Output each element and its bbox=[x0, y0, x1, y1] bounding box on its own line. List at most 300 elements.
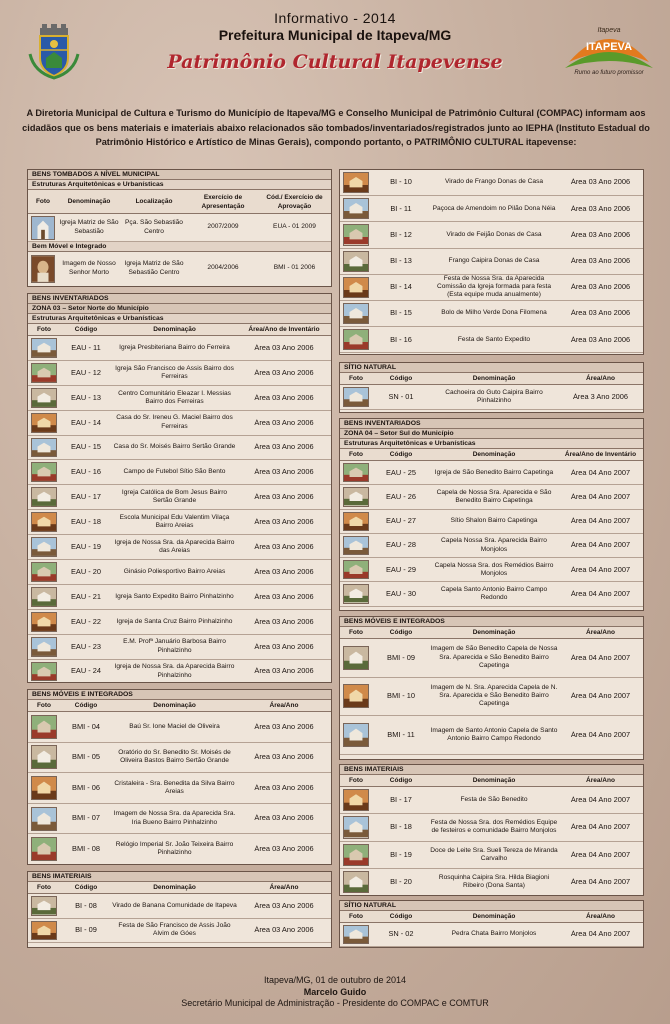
zona-title: ZONA 03 – Setor Norte do Município bbox=[28, 304, 331, 314]
rows bbox=[340, 385, 643, 410]
area: Área 03 Ano 2006 bbox=[254, 468, 314, 477]
denominacao: Festa de Nossa Sra. da Aparecida Comissão da Igreja formada para festa (Esta equipe muda anualmente) bbox=[437, 275, 551, 299]
rows bbox=[28, 894, 331, 943]
subsection-title: Bem Móvel e Integrado bbox=[28, 242, 331, 252]
photo bbox=[340, 844, 372, 866]
photo bbox=[28, 462, 60, 482]
exercicio: 2007/2009 bbox=[207, 223, 239, 231]
col-denominacao: Denominação bbox=[153, 884, 196, 891]
photo bbox=[340, 487, 372, 506]
codigo: EAU - 14 bbox=[71, 418, 101, 427]
aprovacao: EUA - 01 2009 bbox=[273, 223, 316, 231]
col-codigo: Código bbox=[74, 702, 98, 709]
photo bbox=[28, 612, 60, 632]
col-foto: Foto bbox=[36, 702, 52, 709]
photo bbox=[28, 388, 60, 408]
section-title: BENS MÓVEIS E INTEGRADOS bbox=[28, 690, 331, 700]
photo bbox=[340, 224, 372, 245]
denominacao: Centro Comunitário Eleazar I. Messias Bairro dos Ferreiras bbox=[118, 389, 231, 405]
codigo: SN - 01 bbox=[388, 392, 414, 401]
codigo: EAU - 23 bbox=[71, 642, 101, 651]
codigo: BI - 09 bbox=[75, 926, 97, 935]
photo bbox=[340, 329, 372, 350]
col-codigo: Código bbox=[389, 629, 413, 636]
table-row bbox=[340, 485, 643, 509]
table-row bbox=[28, 773, 331, 804]
photo bbox=[28, 537, 60, 557]
codigo: EAU - 25 bbox=[386, 468, 416, 477]
section-sitio-natural-01 bbox=[339, 362, 644, 413]
codigo: BI - 20 bbox=[390, 877, 412, 886]
denominacao: Ginásio Poliesportivo Bairro Areias bbox=[123, 567, 226, 575]
area: Área 03 Ano 2006 bbox=[254, 368, 314, 377]
area: Área 03 Ano 2006 bbox=[570, 257, 631, 266]
col-foto: Foto bbox=[348, 629, 364, 636]
area: Área 3 Ano 2006 bbox=[572, 392, 629, 401]
denominacao: Capela Nossa Sra. dos Remédios Bairro Monjolos bbox=[434, 561, 554, 577]
exercicio: 2004/2006 bbox=[207, 264, 239, 272]
denominacao: Imagem de Nosso Senhor Morto bbox=[62, 260, 116, 276]
denominacao: Cristaleira - Sra. Benedita da Silva Bairro Areias bbox=[114, 779, 235, 795]
area: Área 03 Ano 2006 bbox=[254, 642, 314, 651]
photo bbox=[340, 198, 372, 219]
col-denominacao: Denominação bbox=[153, 702, 196, 709]
area: Área 04 Ano 2007 bbox=[570, 850, 631, 859]
table-row bbox=[340, 639, 643, 678]
photo bbox=[340, 584, 372, 603]
area: Área 03 Ano 2006 bbox=[254, 443, 314, 452]
table-row bbox=[340, 716, 643, 755]
col-area: Área/Ano de Inventário bbox=[564, 451, 637, 458]
section-bmi-zona03 bbox=[27, 689, 332, 865]
codigo: BI - 16 bbox=[390, 335, 412, 344]
section-title: BENS TOMBADOS A NÍVEL MUNICIPAL bbox=[28, 170, 331, 180]
denominacao: Imagem de São Benedito Capela de Nossa Sra. Aparecida e São Benedito Bairro Capetinga bbox=[430, 645, 558, 669]
denominacao: Igreja São Francisco de Assis Bairro dos Ferreiras bbox=[115, 364, 234, 380]
denominacao: Festa de Nossa Sra. dos Remédios Equipe de festeiros e comunidade Bairro Monjolos bbox=[430, 819, 558, 835]
codigo: BMI - 09 bbox=[387, 653, 415, 662]
table-row bbox=[340, 582, 643, 606]
table-row bbox=[340, 327, 643, 353]
area: Área 04 Ano 2007 bbox=[570, 565, 631, 574]
codigo: EAU - 11 bbox=[71, 343, 101, 352]
table-row bbox=[28, 411, 331, 436]
photo bbox=[340, 387, 372, 407]
col-codigo: Código bbox=[389, 375, 413, 382]
photo bbox=[340, 684, 372, 708]
subsection-title: Estruturas Arquitetônicas e Urbanísticas bbox=[28, 314, 331, 324]
header-line1: Informativo - 2014 bbox=[274, 10, 396, 26]
photo bbox=[28, 216, 58, 240]
area: Área 04 Ano 2007 bbox=[570, 692, 631, 701]
table-row bbox=[28, 660, 331, 683]
photo bbox=[340, 303, 372, 324]
denominacao: Virado de Banana Comunidade de Itapeva bbox=[112, 901, 237, 909]
codigo: BI - 17 bbox=[390, 796, 412, 805]
rows bbox=[28, 336, 331, 683]
table-row bbox=[28, 610, 331, 635]
table-row bbox=[340, 249, 643, 275]
col-area: Área/Ano bbox=[269, 702, 299, 709]
table-row bbox=[28, 743, 331, 774]
denominacao: Igreja Presbiteriana Bairro do Ferreira bbox=[119, 343, 230, 351]
col-foto: Foto bbox=[36, 884, 52, 891]
section-inventariados-zona03 bbox=[27, 293, 332, 683]
table-row bbox=[340, 534, 643, 558]
col-aprovacao: Cód./ Exercício de Aprovação bbox=[266, 193, 323, 210]
photo bbox=[28, 745, 60, 769]
photo bbox=[340, 789, 372, 811]
denominacao: Campo de Futebol Sítio São Bento bbox=[123, 468, 226, 476]
col-denominacao: Denominação bbox=[153, 326, 196, 333]
rows bbox=[28, 712, 331, 865]
codigo: BMI - 06 bbox=[72, 783, 100, 792]
municipal-crest-icon bbox=[26, 24, 82, 80]
col-foto: Foto bbox=[348, 375, 364, 382]
area: Área 03 Ano 2006 bbox=[254, 617, 314, 626]
codigo: EAU - 27 bbox=[386, 517, 416, 526]
denominacao: Igreja de São Benedito Bairro Capetinga bbox=[434, 468, 554, 476]
logo-slogan: Rumo ao futuro promissor bbox=[574, 70, 644, 76]
codigo: BI - 11 bbox=[390, 204, 412, 213]
area: Área 04 Ano 2007 bbox=[570, 730, 631, 739]
header-line2: Prefeitura Municipal de Itapeva/MG bbox=[218, 27, 452, 43]
denominacao: Virado de Frango Donas de Casa bbox=[444, 178, 544, 186]
col-codigo: Código bbox=[389, 777, 413, 784]
footer-role: Secretário Municipal de Administração - Presidente do COMPAC e COMTUR bbox=[181, 998, 489, 1008]
area: Área 03 Ano 2006 bbox=[570, 283, 631, 292]
denominacao: Sítio Shalon Bairro Capetinga bbox=[450, 517, 538, 525]
codigo: EAU - 24 bbox=[71, 667, 101, 676]
photo bbox=[340, 925, 372, 944]
photo bbox=[28, 487, 60, 507]
area: Área 04 Ano 2007 bbox=[570, 468, 631, 477]
table-row bbox=[28, 585, 331, 610]
denominacao: Imagem de N. Sra. Aparecida Capela de N. Sra. Aparecida e São Benedito Bairro Capetinga bbox=[430, 683, 558, 708]
denominacao: Igreja de Nossa Sra. da Aparecida Bairro Pinhalzinho bbox=[114, 663, 235, 679]
codigo: EAU - 26 bbox=[386, 492, 416, 501]
col-exercicio: Exercício de Apresentação bbox=[201, 193, 245, 210]
denominacao: Capela Nossa Sra. Aparecida Bairro Monjolos bbox=[441, 537, 547, 553]
footer-name: Marcelo Guido bbox=[303, 986, 367, 997]
area: Área 04 Ano 2007 bbox=[570, 517, 631, 526]
table-row bbox=[28, 834, 331, 865]
section-title: BENS IMATERIAIS bbox=[340, 765, 643, 775]
photo bbox=[340, 816, 372, 838]
area: Área 03 Ano 2006 bbox=[254, 567, 314, 576]
area: Área 03 Ano 2006 bbox=[254, 592, 314, 601]
localizacao: Igreja Matriz de São Sebastião Centro bbox=[124, 260, 184, 276]
rows bbox=[340, 461, 643, 607]
photo bbox=[28, 512, 60, 532]
photo bbox=[28, 807, 60, 831]
col-codigo: Código bbox=[74, 326, 98, 333]
area: Área 03 Ano 2006 bbox=[254, 783, 314, 792]
footer-date: Itapeva/MG, 01 de outubro de 2014 bbox=[263, 975, 407, 985]
denominacao: Festa de São Benedito bbox=[460, 796, 528, 804]
area: Área 04 Ano 2007 bbox=[570, 541, 631, 550]
denominacao: Imagem de Santo Antonio Capela de Santo Antonio Bairro Campo Redondo bbox=[430, 726, 558, 742]
col-denominacao: Denominação bbox=[472, 451, 516, 458]
codigo: BMI - 10 bbox=[387, 692, 415, 701]
section-bi-zona03 bbox=[27, 871, 332, 948]
photo bbox=[340, 512, 372, 531]
photo bbox=[28, 363, 60, 383]
table-header bbox=[340, 775, 643, 787]
photo bbox=[340, 723, 372, 747]
table-header bbox=[340, 911, 643, 923]
denominacao: Igreja Santo Expedito Bairro Pinhalzinho bbox=[115, 592, 234, 600]
photo bbox=[28, 921, 60, 941]
col-codigo: Código bbox=[389, 451, 413, 458]
codigo: SN - 02 bbox=[388, 930, 414, 939]
col-area: Área/Ano bbox=[586, 913, 615, 920]
codigo: EAU - 28 bbox=[386, 541, 416, 550]
table-row bbox=[340, 558, 643, 582]
area: Área 03 Ano 2006 bbox=[254, 343, 314, 352]
area: Área 03 Ano 2006 bbox=[570, 178, 631, 187]
rows bbox=[340, 923, 643, 947]
col-denominacao: Denominação bbox=[472, 375, 516, 382]
denominacao: Pedra Chata Bairro Monjolos bbox=[451, 930, 537, 938]
area: Área 03 Ano 2006 bbox=[254, 667, 314, 676]
section-sitio-natural-02 bbox=[339, 900, 644, 948]
col-codigo: Código bbox=[74, 884, 98, 891]
table-header bbox=[28, 700, 331, 712]
table-row bbox=[340, 275, 643, 301]
table-row bbox=[28, 436, 331, 461]
denominacao: Oratório do Sr. Benedito Sr. Moisés de Oliveira Bastos Bairro Sertão Grande bbox=[118, 749, 231, 765]
denominacao: Igreja de Santa Cruz Bairro Pinhalzinho bbox=[116, 617, 233, 625]
table-row bbox=[28, 804, 331, 835]
denominacao: Escola Municipal Edu Valentim Vilaça Bairro Areias bbox=[119, 513, 230, 530]
rows bbox=[340, 787, 643, 896]
photo bbox=[28, 776, 60, 800]
table-row bbox=[340, 787, 643, 814]
aprovacao: BMI - 01 2006 bbox=[273, 264, 316, 272]
codigo: BMI - 11 bbox=[387, 730, 415, 739]
table-row bbox=[28, 894, 331, 919]
photo bbox=[340, 560, 372, 579]
codigo: BI - 10 bbox=[390, 178, 412, 187]
table-row bbox=[340, 170, 643, 196]
table-header bbox=[28, 190, 331, 214]
denominacao: Relógio Imperial Sr. João Teixeira Bairro Pinhalzinho bbox=[115, 840, 234, 857]
table-row bbox=[340, 196, 643, 222]
codigo: EAU - 30 bbox=[386, 590, 416, 599]
area: Área 04 Ano 2007 bbox=[570, 492, 631, 501]
table-header bbox=[28, 324, 331, 336]
codigo: EAU - 19 bbox=[71, 542, 101, 551]
codigo: EAU - 29 bbox=[386, 565, 416, 574]
photo bbox=[340, 871, 372, 893]
col-codigo: Código bbox=[389, 913, 413, 920]
table-row bbox=[28, 386, 331, 411]
area: Área 03 Ano 2006 bbox=[254, 518, 314, 527]
denominacao: Festa de Santo Expedito bbox=[457, 335, 531, 343]
photo bbox=[28, 896, 60, 916]
photo bbox=[28, 438, 60, 458]
area: Área 03 Ano 2006 bbox=[570, 309, 631, 318]
codigo: EAU - 20 bbox=[71, 567, 101, 576]
codigo: EAU - 18 bbox=[71, 518, 101, 527]
denominacao: Virado de Feijão Donas de Casa bbox=[446, 230, 542, 238]
table-header bbox=[340, 627, 643, 639]
photo bbox=[28, 562, 60, 582]
page-title: Patrimônio Cultural Itapevense bbox=[167, 51, 503, 73]
photo bbox=[340, 251, 372, 272]
codigo: BI - 13 bbox=[390, 257, 412, 266]
col-foto: Foto bbox=[348, 777, 364, 784]
codigo: BI - 15 bbox=[390, 309, 412, 318]
logo-top-text: Itapeva bbox=[597, 27, 621, 34]
codigo: BI - 08 bbox=[75, 901, 97, 910]
section-title: BENS MÓVEIS E INTEGRADOS bbox=[340, 617, 643, 627]
col-area: Área/Ano bbox=[586, 375, 615, 382]
area: Área 03 Ano 2006 bbox=[254, 926, 314, 935]
table-row bbox=[340, 222, 643, 248]
table-row bbox=[340, 869, 643, 896]
area: Área 03 Ano 2006 bbox=[570, 335, 631, 344]
col-localizacao: Localização bbox=[135, 198, 173, 205]
col-area: Área/Ano bbox=[586, 777, 615, 784]
localizacao: Pça. São Sebastião Centro bbox=[125, 219, 183, 235]
footer bbox=[0, 975, 670, 1010]
denominacao: Imagem de Nossa Sra. da Aparecida Sra. Iria Bueno Bairro Pinhalzinho bbox=[113, 810, 236, 826]
section-bi-zona04 bbox=[339, 764, 644, 896]
section-title: SÍTIO NATURAL bbox=[340, 363, 643, 373]
area: Área 03 Ano 2006 bbox=[254, 493, 314, 502]
table-header bbox=[28, 882, 331, 894]
denominacao: Frango Caipira Donas de Casa bbox=[448, 257, 540, 265]
codigo: BI - 18 bbox=[390, 823, 412, 832]
denominacao: Baú Sr. Ione Maciel de Oliveira bbox=[129, 722, 220, 730]
table-row bbox=[28, 460, 331, 485]
area: Área 04 Ano 2007 bbox=[570, 653, 631, 662]
area: Área 04 Ano 2007 bbox=[570, 590, 631, 599]
table-row bbox=[28, 635, 331, 660]
denominacao: Doce de Leite Sra. Sueli Tereza de Miranda Carvalho bbox=[430, 846, 558, 862]
codigo: BMI - 08 bbox=[72, 845, 100, 854]
codigo: EAU - 16 bbox=[71, 468, 101, 477]
photo bbox=[28, 662, 60, 682]
area: Área 04 Ano 2007 bbox=[570, 796, 631, 805]
area: Área 03 Ano 2006 bbox=[254, 393, 314, 402]
area: Área 03 Ano 2006 bbox=[254, 418, 314, 427]
codigo: EAU - 15 bbox=[71, 443, 101, 452]
table-row bbox=[28, 361, 331, 386]
table-row bbox=[28, 485, 331, 510]
intro-paragraph: A Diretoria Municipal de Cultura e Turismo do Município de Itapeva/MG e Conselho Municipal de Patrimônio Cultural (COMPAC) informam aos cidadãos que os bens materiais e imateriais abaixo relacionados são tombados/inventariados/registrados junto ao IEPHA (Instituto Estadual do Patrimônio Histórico e Artístico de Minas Gerais), compondo portanto, o PATRIMÔNIO CULTURAL itapevense: bbox=[22, 108, 650, 147]
codigo: BI - 12 bbox=[390, 230, 412, 239]
area: Área 03 Ano 2006 bbox=[254, 542, 314, 551]
table-row bbox=[340, 923, 643, 947]
table-row bbox=[28, 919, 331, 944]
photo bbox=[340, 277, 372, 298]
photo bbox=[28, 715, 60, 739]
rows bbox=[340, 639, 643, 755]
denominacao: Rosquinha Caipira Sra. Hilda Biagioni Ribeiro (Dona Santa) bbox=[438, 873, 550, 890]
section-title: BENS INVENTARIADOS bbox=[28, 294, 331, 304]
area: Área 03 Ano 2006 bbox=[254, 814, 314, 823]
table-row bbox=[28, 214, 331, 242]
col-denominacao: Denominação bbox=[472, 629, 516, 636]
area: Área 03 Ano 2006 bbox=[254, 845, 314, 854]
col-area: Área/Ano bbox=[586, 629, 615, 636]
photo bbox=[340, 172, 372, 193]
table-header bbox=[340, 449, 643, 461]
table-row bbox=[340, 510, 643, 534]
table-row bbox=[28, 252, 331, 285]
codigo: EAU - 12 bbox=[71, 368, 101, 377]
area: Área 03 Ano 2006 bbox=[254, 753, 314, 762]
section-bmi-zona04 bbox=[339, 616, 644, 760]
table-row bbox=[340, 301, 643, 327]
denominacao: Cachoeira do Guto Caipira Bairro Pinhalzinho bbox=[445, 388, 543, 404]
table-row bbox=[340, 842, 643, 869]
denominacao: Capela de Nossa Sra. Aparecida e São Benedito Bairro Capetinga bbox=[436, 488, 552, 504]
denominacao: E.M. Profª Januário Barbosa Bairro Pinhalzinho bbox=[123, 638, 226, 654]
codigo: BMI - 05 bbox=[72, 753, 100, 762]
col-foto: Foto bbox=[36, 326, 52, 333]
col-denominacao: Denominação bbox=[67, 198, 111, 205]
photo bbox=[28, 338, 60, 358]
codigo: EAU - 13 bbox=[71, 393, 101, 402]
photo bbox=[28, 587, 60, 607]
table-row bbox=[28, 535, 331, 560]
codigo: BI - 19 bbox=[390, 850, 412, 859]
col-denominacao: Denominação bbox=[472, 777, 516, 784]
photo bbox=[28, 637, 60, 657]
col-foto: Foto bbox=[348, 913, 364, 920]
codigo: EAU - 21 bbox=[71, 592, 101, 601]
table-row bbox=[340, 678, 643, 717]
photo bbox=[28, 255, 58, 283]
rows bbox=[340, 170, 643, 353]
denominacao: Igreja Matriz de São Sebastião bbox=[59, 219, 119, 235]
subsection-title: Estruturas Arquitetônicas e Urbanísticas bbox=[28, 180, 331, 190]
codigo: BMI - 07 bbox=[72, 814, 100, 823]
table-header bbox=[340, 373, 643, 385]
codigo: BI - 14 bbox=[390, 283, 412, 292]
codigo: EAU - 22 bbox=[71, 617, 101, 626]
subsection-title: Estruturas Arquitetônicas e Urbanísticas bbox=[340, 439, 643, 449]
section-title: BENS INVENTARIADOS bbox=[340, 419, 643, 429]
area: Área 04 Ano 2007 bbox=[570, 930, 631, 939]
table-row bbox=[28, 560, 331, 585]
table-row bbox=[340, 814, 643, 841]
denominacao: Casa do Sr. Moisés Bairro Sertão Grande bbox=[113, 443, 236, 451]
table-row bbox=[28, 712, 331, 743]
section-inventariados-zona04 bbox=[339, 418, 644, 611]
photo bbox=[28, 413, 60, 433]
denominacao: Bolo de Milho Verde Dona Filomena bbox=[441, 309, 547, 317]
section-bi-continued bbox=[339, 169, 644, 355]
table-row bbox=[340, 385, 643, 410]
area: Área 04 Ano 2007 bbox=[570, 823, 631, 832]
area: Área 03 Ano 2006 bbox=[570, 204, 631, 213]
area: Área 03 Ano 2006 bbox=[254, 901, 314, 910]
col-foto: Foto bbox=[35, 198, 51, 205]
col-foto: Foto bbox=[348, 451, 364, 458]
denominacao: Igreja de Nossa Sra. da Aparecida Bairro das Areias bbox=[114, 538, 235, 555]
area: Área 04 Ano 2007 bbox=[570, 877, 631, 886]
section-title: BENS IMATERIAIS bbox=[28, 872, 331, 882]
col-denominacao: Denominação bbox=[472, 913, 516, 920]
codigo: BMI - 04 bbox=[72, 722, 100, 731]
photo bbox=[340, 536, 372, 555]
area: Área 03 Ano 2006 bbox=[570, 230, 631, 239]
